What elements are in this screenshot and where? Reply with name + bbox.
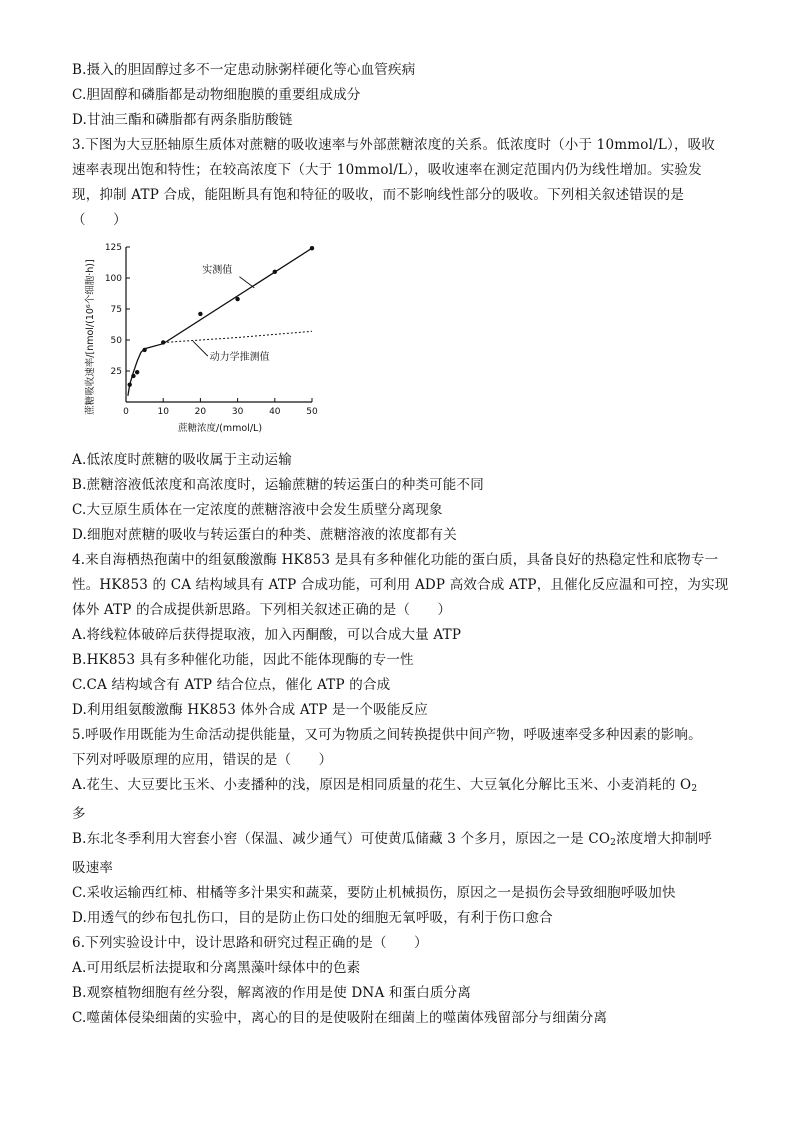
chart-svg — [80, 239, 320, 444]
q4-stem-line: 体外 ATP 的合成提供新思路。下列相关叙述正确的是（ ） — [72, 602, 452, 618]
q3-option-c: C.大豆原生质体在一定浓度的蔗糖溶液中会发生质壁分离现象 — [72, 502, 443, 518]
measured-point — [131, 374, 135, 378]
series-label-predicted: 动力学推测值 — [209, 351, 270, 363]
leader-line — [193, 341, 208, 356]
q5-option-a-cont: 多 — [72, 806, 86, 822]
q4-stem-line: 性。HK853 的 CA 结构域具有 ATP 合成功能，可利用 ADP 高效合成 ATP，且催化反应温和可控，为实现 — [72, 577, 729, 593]
q3-option-d: D.细胞对蔗糖的吸收与转运蛋白的种类、蔗糖溶液的浓度都有关 — [72, 527, 457, 543]
x-tick-label: 20 — [194, 407, 207, 417]
q3-stem-line: （ ） — [72, 212, 127, 228]
measured-point — [273, 270, 277, 274]
q6-option-a: A.可用纸层析法提取和分离黑藻叶绿体中的色素 — [72, 960, 361, 976]
option-d-q2: D.甘油三酯和磷脂都有两条脂肪酸链 — [72, 112, 293, 128]
sucrose-uptake-chart — [80, 239, 320, 444]
option-c-q2: C.胆固醇和磷脂都是动物细胞膜的重要组成成分 — [72, 87, 361, 103]
y-tick-label: 75 — [110, 305, 122, 315]
y-axis-label: 蔗糖吸收速率/[nmol/(10⁶个细胞·h)] — [85, 259, 96, 415]
y-tick-label: 125 — [104, 243, 122, 253]
measured-point — [310, 246, 314, 250]
subscript: 2 — [691, 784, 698, 794]
predicted-curve — [163, 331, 312, 342]
q5-option-b-cont: 吸速率 — [72, 860, 114, 876]
q4-option-b: B.HK853 具有多种催化功能，因此不能体现酶的专一性 — [72, 652, 414, 668]
measured-point — [198, 312, 202, 316]
q5-option-d: D.用透气的纱布包扎伤口，目的是防止伤口处的细胞无氧呼吸，有利于伤口愈合 — [72, 910, 553, 926]
q3-option-a: A.低浓度时蔗糖的吸收属于主动运输 — [72, 452, 292, 468]
q4-stem-line: 4.来自海栖热孢菌中的组氨酸激酶 HK853 是具有多种催化功能的蛋白质，具备良好的热稳定性和底物专一 — [72, 552, 719, 568]
q3-stem-line: 现，抑制 ATP 合成，能阻断具有饱和特征的吸收，而不影响线性部分的吸收。下列相关叙述错误的是 — [72, 187, 685, 203]
q4-option-c: C.CA 结构域含有 ATP 结合位点，催化 ATP 的合成 — [72, 677, 391, 693]
x-tick-label: 0 — [123, 407, 129, 417]
q5-option-b — [72, 827, 722, 856]
y-tick-label: 100 — [104, 274, 122, 284]
q5-option-a — [72, 773, 722, 802]
q6-option-b: B.观察植物细胞有丝分裂，解离液的作用是使 DNA 和蛋白质分离 — [72, 985, 472, 1001]
q5-option-a-text: A.花生、大豆要比玉米、小麦播种的浅，原因是相同质量的花生、大豆氧化分解比玉米、小麦消耗的 O — [72, 777, 692, 793]
leader-line — [239, 277, 254, 288]
document-page — [72, 58, 729, 1031]
q4-option-a: A.将线粒体破碎后获得提取液，加入丙酮酸，可以合成大量 ATP — [72, 627, 462, 643]
subscript: 2 — [610, 838, 617, 848]
y-tick-label: 50 — [110, 336, 122, 346]
q5-option-b-text-end: 浓度增大抑制呼 — [616, 831, 713, 847]
q5-option-b-text: B.东北冬季利用大窖套小窖（保温、减少通气）可使黄瓜储藏 3 个多月，原因之一是 CO — [72, 831, 611, 847]
measured-point — [135, 370, 139, 374]
q3-stem-line: 3.下图为大豆胚轴原生质体对蔗糖的吸收速率与外部蔗糖浓度的关系。低浓度时（小于 10mmol/L），吸收 — [72, 137, 716, 153]
option-b-q2: B.摄入的胆固醇过多不一定患动脉粥样硬化等心血管疾病 — [72, 62, 416, 78]
q6-stem: 6.下列实验设计中，设计思路和研究过程正确的是（ ） — [72, 935, 428, 951]
measured-point — [128, 382, 132, 386]
q3-option-b: B.蔗糖溶液低浓度和高浓度时，运输蔗糖的转运蛋白的种类可能不同 — [72, 477, 484, 493]
q3-stem-line: 速率表现出饱和特性；在较高浓度下（大于 10mmol/L），吸收速率在测定范围内仍为线性增加。实验发 — [72, 162, 702, 178]
measured-point — [142, 348, 146, 352]
q5-option-c: C.采收运输西红柿、柑橘等多汁果实和蔬菜，要防止机械损伤，原因之一是损伤会导致细胞呼吸加快 — [72, 885, 676, 901]
measured-point — [235, 297, 239, 301]
series-label-measured: 实测值 — [202, 265, 233, 277]
x-tick-label: 10 — [157, 407, 169, 417]
x-tick-label: 50 — [306, 407, 318, 417]
q4-option-d: D.利用组氨酸激酶 HK853 体外合成 ATP 是一个吸能反应 — [72, 702, 428, 718]
y-tick-label: 25 — [110, 367, 122, 377]
q5-stem-line: 下列对呼吸原理的应用，错误的是（ ） — [72, 752, 333, 768]
q6-option-c: C.噬菌体侵染细菌的实验中，离心的目的是使吸附在细菌上的噬菌体残留部分与细菌分离 — [72, 1010, 608, 1026]
x-axis-label: 蔗糖浓度/(mmol/L) — [177, 423, 263, 434]
x-tick-label: 30 — [231, 407, 244, 417]
q5-stem-line: 5.呼吸作用既能为生命活动提供能量，又可为物质之间转换提供中间产物，呼吸速率受多种因素的影响。 — [72, 727, 702, 743]
x-tick-label: 40 — [269, 407, 281, 417]
